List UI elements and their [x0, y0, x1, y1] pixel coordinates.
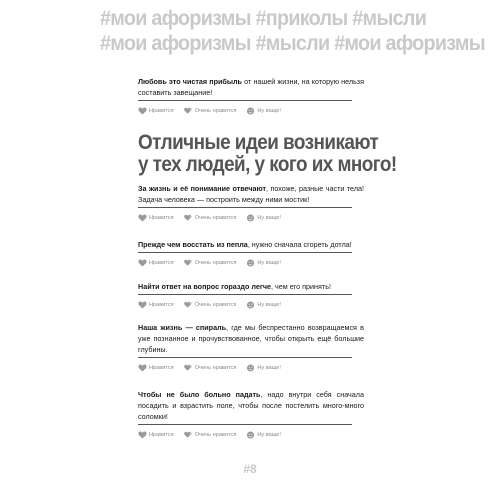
- hearts-icon: [184, 301, 193, 309]
- aphorism-bold: Прежде чем восстать из пепла: [138, 240, 248, 249]
- aphorism-entry: [138, 281, 364, 309]
- aphorism-entry: [138, 389, 364, 439]
- like-rating[interactable]: [138, 431, 174, 439]
- divider: [138, 100, 352, 101]
- face-icon: [246, 301, 255, 309]
- face-icon: [246, 107, 255, 115]
- heart-icon: [138, 259, 147, 267]
- meh-label: Ну ваще!: [257, 432, 281, 438]
- aphorism-entry: [138, 183, 364, 222]
- page-number: #8: [243, 462, 257, 476]
- divider: [138, 424, 352, 425]
- aphorism-entry: [138, 322, 364, 372]
- love-label: Очень нравится: [194, 108, 237, 114]
- hearts-icon: [184, 431, 193, 439]
- like-label: Нравится: [149, 432, 174, 438]
- love-rating[interactable]: [184, 431, 237, 439]
- aphorism-text: [138, 76, 364, 98]
- love-label: Очень нравится: [194, 302, 237, 308]
- meh-rating[interactable]: [246, 214, 281, 222]
- meh-rating[interactable]: [246, 259, 281, 267]
- hearts-icon: [184, 107, 193, 115]
- aphorism-bold: Найти ответ на вопрос гораздо легче: [138, 282, 272, 291]
- meh-rating[interactable]: [246, 364, 281, 372]
- heart-icon: [138, 364, 147, 372]
- like-label: Нравится: [149, 302, 174, 308]
- like-label: Нравится: [149, 108, 174, 114]
- love-rating[interactable]: [184, 301, 237, 309]
- divider: [138, 252, 352, 253]
- meh-label: Ну ваще!: [257, 302, 281, 308]
- hearts-icon: [184, 364, 193, 372]
- like-rating[interactable]: [138, 107, 174, 115]
- face-icon: [246, 259, 255, 267]
- meh-label: Ну ваще!: [257, 260, 281, 266]
- love-label: Очень нравится: [194, 260, 237, 266]
- rating-row: [138, 364, 364, 372]
- love-label: Очень нравится: [194, 215, 237, 221]
- heart-icon: [138, 214, 147, 222]
- face-icon: [246, 364, 255, 372]
- meh-label: Ну ваще!: [257, 365, 281, 371]
- rating-row: [138, 431, 364, 439]
- heart-icon: [138, 431, 147, 439]
- like-rating[interactable]: [138, 301, 174, 309]
- aphorism-bold: Чтобы не было больно падать: [138, 390, 261, 399]
- like-label: Нравится: [149, 215, 174, 221]
- rating-row: [138, 214, 364, 222]
- aphorism-text: [138, 183, 364, 205]
- heart-icon: [138, 107, 147, 115]
- aphorism-text: [138, 239, 364, 250]
- like-rating[interactable]: [138, 364, 174, 372]
- aphorism-text: [138, 281, 364, 292]
- meh-rating[interactable]: [246, 431, 281, 439]
- love-rating[interactable]: [184, 214, 237, 222]
- hashtag-line-2: #мои афоризмы #мысли #мои афоризмы: [100, 31, 485, 55]
- aphorism-text: [138, 322, 364, 355]
- love-label: Очень нравится: [194, 365, 237, 371]
- hearts-icon: [184, 259, 193, 267]
- hearts-icon: [184, 214, 193, 222]
- rating-row: [138, 301, 364, 309]
- aphorism-rest: от нашей жизни, на которую нельзя составить завещание!: [138, 77, 364, 97]
- meh-label: Ну ваще!: [257, 108, 281, 114]
- aphorism-bold: Любовь это чистая прибыль: [138, 77, 242, 86]
- title-line-1: Отличные идеи возникают: [138, 131, 379, 154]
- aphorism-rest: , надо внутри себя сначала посадить и взрастить поле, чтобы после постелить много-много соломки!: [138, 390, 364, 421]
- aphorism-bold: Наша жизнь — спираль: [138, 323, 227, 332]
- page-title: [138, 131, 397, 176]
- title-line-2: у тех людей, у кого их много!: [138, 153, 397, 176]
- like-rating[interactable]: [138, 214, 174, 222]
- aphorism-text: [138, 389, 364, 422]
- love-rating[interactable]: [184, 107, 237, 115]
- aphorism-rest: , где мы беспрестанно возвращаемся в уже познанное и прочувствованное, чтобы открыть ещё большие глубины.: [138, 323, 364, 354]
- face-icon: [246, 214, 255, 222]
- love-label: Очень нравится: [194, 432, 237, 438]
- meh-rating[interactable]: [246, 301, 281, 309]
- aphorism-entry: [138, 239, 364, 267]
- love-rating[interactable]: [184, 364, 237, 372]
- hashtag-header: [100, 6, 485, 56]
- like-label: Нравится: [149, 260, 174, 266]
- like-rating[interactable]: [138, 259, 174, 267]
- heart-icon: [138, 301, 147, 309]
- aphorism-rest: , нужно сначала сгореть дотла!: [247, 240, 352, 249]
- hashtag-line-1: #мои афоризмы #приколы #мысли: [100, 6, 427, 30]
- love-rating[interactable]: [184, 259, 237, 267]
- divider: [138, 357, 352, 358]
- aphorism-rest: , похоже, разные части тела! Задача человека — построить между ними мостик!: [138, 184, 365, 204]
- meh-rating[interactable]: [246, 107, 281, 115]
- divider: [138, 294, 352, 295]
- aphorism-entry: [138, 76, 364, 115]
- rating-row: [138, 259, 364, 267]
- aphorism-rest: , чем его принять!: [271, 282, 331, 291]
- meh-label: Ну ваще!: [257, 215, 281, 221]
- rating-row: [138, 107, 364, 115]
- aphorism-bold: За жизнь и её понимание отвечают: [138, 184, 267, 193]
- like-label: Нравится: [149, 365, 174, 371]
- divider: [138, 207, 352, 208]
- face-icon: [246, 431, 255, 439]
